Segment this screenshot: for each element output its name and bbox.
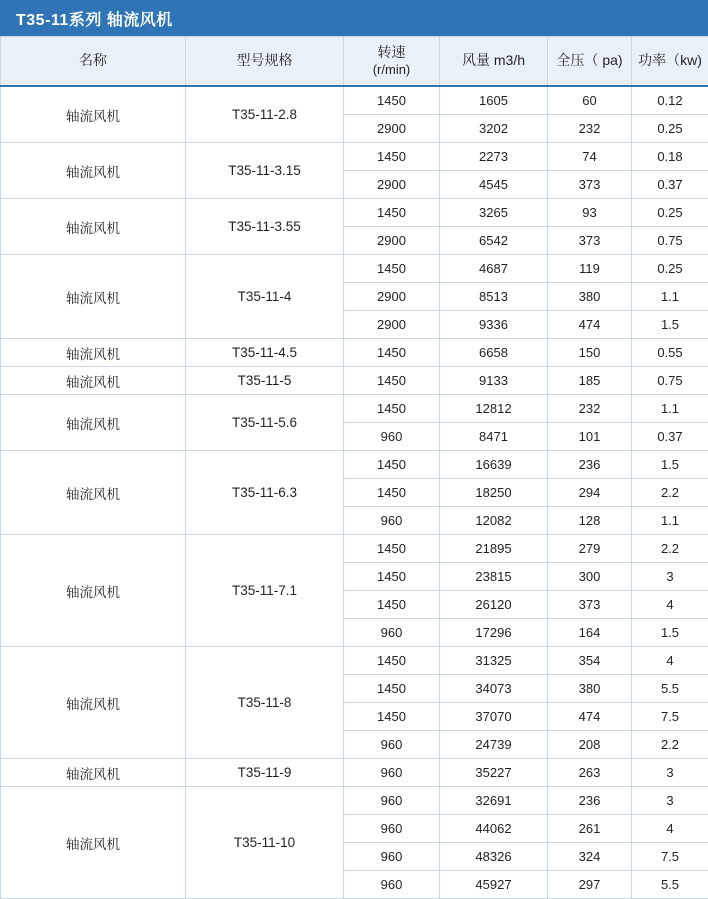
cell-flow: 44062 [440, 815, 548, 843]
column-header-name-label: 名称 [79, 52, 107, 68]
cell-power: 7.5 [632, 843, 708, 871]
cell-speed: 1450 [344, 479, 440, 507]
cell-product-name: 轴流风机 [1, 451, 186, 535]
cell-pressure: 373 [548, 591, 632, 619]
cell-power: 3 [632, 759, 708, 787]
cell-product-name: 轴流风机 [1, 143, 186, 199]
column-header-model [186, 37, 344, 87]
cell-pressure: 128 [548, 507, 632, 535]
cell-model: T35-11-8 [186, 647, 344, 759]
cell-power: 1.5 [632, 619, 708, 647]
cell-pressure: 101 [548, 423, 632, 451]
cell-pressure: 261 [548, 815, 632, 843]
cell-product-name: 轴流风机 [1, 787, 186, 899]
cell-pressure: 208 [548, 731, 632, 759]
cell-flow: 31325 [440, 647, 548, 675]
cell-pressure: 324 [548, 843, 632, 871]
cell-power: 4 [632, 647, 708, 675]
cell-power: 4 [632, 815, 708, 843]
cell-flow: 1605 [440, 86, 548, 115]
table-row [1, 451, 708, 479]
table-row [1, 535, 708, 563]
cell-power: 5.5 [632, 871, 708, 899]
cell-speed: 1450 [344, 199, 440, 227]
cell-model: T35-11-5.6 [186, 395, 344, 451]
cell-pressure: 236 [548, 451, 632, 479]
cell-power: 0.25 [632, 255, 708, 283]
cell-speed: 960 [344, 815, 440, 843]
cell-pressure: 354 [548, 647, 632, 675]
table-row [1, 367, 708, 395]
table-header [1, 37, 708, 87]
cell-pressure: 373 [548, 227, 632, 255]
table-row [1, 143, 708, 171]
cell-product-name: 轴流风机 [1, 367, 186, 395]
table-row [1, 199, 708, 227]
cell-pressure: 279 [548, 535, 632, 563]
cell-power: 2.2 [632, 479, 708, 507]
cell-model: T35-11-2.8 [186, 86, 344, 143]
cell-power: 0.75 [632, 227, 708, 255]
cell-pressure: 93 [548, 199, 632, 227]
cell-speed: 2900 [344, 227, 440, 255]
cell-product-name: 轴流风机 [1, 759, 186, 787]
cell-flow: 3265 [440, 199, 548, 227]
page-title-bar [0, 0, 708, 36]
cell-product-name: 轴流风机 [1, 339, 186, 367]
cell-speed: 1450 [344, 675, 440, 703]
cell-model: T35-11-3.55 [186, 199, 344, 255]
cell-speed: 1450 [344, 395, 440, 423]
cell-flow: 2273 [440, 143, 548, 171]
cell-flow: 8471 [440, 423, 548, 451]
cell-flow: 32691 [440, 787, 548, 815]
cell-pressure: 380 [548, 283, 632, 311]
cell-model: T35-11-10 [186, 787, 344, 899]
cell-flow: 35227 [440, 759, 548, 787]
cell-speed: 1450 [344, 703, 440, 731]
cell-speed: 1450 [344, 86, 440, 115]
cell-power: 7.5 [632, 703, 708, 731]
cell-model: T35-11-5 [186, 367, 344, 395]
cell-pressure: 232 [548, 115, 632, 143]
cell-speed: 960 [344, 619, 440, 647]
cell-power: 0.75 [632, 367, 708, 395]
cell-flow: 12082 [440, 507, 548, 535]
cell-power: 0.25 [632, 199, 708, 227]
cell-power: 3 [632, 787, 708, 815]
cell-speed: 1450 [344, 255, 440, 283]
cell-speed: 1450 [344, 563, 440, 591]
cell-product-name: 轴流风机 [1, 647, 186, 759]
cell-model: T35-11-9 [186, 759, 344, 787]
cell-power: 0.12 [632, 86, 708, 115]
column-header-flow [440, 37, 548, 87]
cell-power: 0.18 [632, 143, 708, 171]
cell-pressure: 74 [548, 143, 632, 171]
cell-speed: 960 [344, 507, 440, 535]
cell-flow: 18250 [440, 479, 548, 507]
cell-power: 1.1 [632, 507, 708, 535]
cell-power: 4 [632, 591, 708, 619]
table-row [1, 759, 708, 787]
cell-flow: 4687 [440, 255, 548, 283]
cell-power: 0.55 [632, 339, 708, 367]
cell-flow: 26120 [440, 591, 548, 619]
cell-speed: 1450 [344, 367, 440, 395]
cell-pressure: 236 [548, 787, 632, 815]
cell-pressure: 119 [548, 255, 632, 283]
cell-speed: 1450 [344, 143, 440, 171]
cell-speed: 960 [344, 843, 440, 871]
cell-power: 1.5 [632, 311, 708, 339]
cell-speed: 1450 [344, 591, 440, 619]
cell-product-name: 轴流风机 [1, 535, 186, 647]
table-header-row [1, 37, 708, 87]
cell-pressure: 263 [548, 759, 632, 787]
cell-speed: 960 [344, 871, 440, 899]
cell-pressure: 60 [548, 86, 632, 115]
cell-power: 1.1 [632, 395, 708, 423]
cell-speed: 960 [344, 423, 440, 451]
cell-power: 5.5 [632, 675, 708, 703]
cell-model: T35-11-7.1 [186, 535, 344, 647]
cell-model: T35-11-6.3 [186, 451, 344, 535]
column-header-model-label: 型号规格 [237, 52, 293, 68]
cell-product-name: 轴流风机 [1, 199, 186, 255]
cell-flow: 12812 [440, 395, 548, 423]
cell-pressure: 474 [548, 703, 632, 731]
table-row [1, 255, 708, 283]
column-header-pressure-label: 全压（ pa) [556, 52, 622, 68]
cell-pressure: 474 [548, 311, 632, 339]
cell-speed: 2900 [344, 311, 440, 339]
cell-pressure: 232 [548, 395, 632, 423]
table-row [1, 339, 708, 367]
cell-flow: 9336 [440, 311, 548, 339]
fan-spec-table [0, 36, 708, 899]
cell-pressure: 164 [548, 619, 632, 647]
cell-power: 2.2 [632, 535, 708, 563]
column-header-speed [344, 37, 440, 87]
cell-model: T35-11-4.5 [186, 339, 344, 367]
cell-speed: 960 [344, 731, 440, 759]
table-row [1, 86, 708, 115]
cell-flow: 37070 [440, 703, 548, 731]
cell-pressure: 300 [548, 563, 632, 591]
cell-flow: 21895 [440, 535, 548, 563]
column-header-flow-label: 风量 m3/h [462, 52, 525, 68]
cell-product-name: 轴流风机 [1, 86, 186, 143]
cell-flow: 23815 [440, 563, 548, 591]
cell-flow: 3202 [440, 115, 548, 143]
cell-speed: 1450 [344, 535, 440, 563]
column-header-speed-label: 转速 [378, 44, 406, 60]
table-row [1, 395, 708, 423]
cell-speed: 960 [344, 787, 440, 815]
cell-speed: 2900 [344, 171, 440, 199]
table-body [1, 86, 708, 899]
cell-speed: 2900 [344, 115, 440, 143]
cell-power: 3 [632, 563, 708, 591]
table-row [1, 647, 708, 675]
cell-pressure: 380 [548, 675, 632, 703]
cell-pressure: 185 [548, 367, 632, 395]
cell-pressure: 297 [548, 871, 632, 899]
cell-speed: 960 [344, 759, 440, 787]
cell-speed: 1450 [344, 647, 440, 675]
cell-product-name: 轴流风机 [1, 395, 186, 451]
column-header-pressure [548, 37, 632, 87]
cell-flow: 45927 [440, 871, 548, 899]
cell-flow: 4545 [440, 171, 548, 199]
table-row [1, 787, 708, 815]
cell-flow: 24739 [440, 731, 548, 759]
cell-model: T35-11-4 [186, 255, 344, 339]
cell-power: 0.37 [632, 171, 708, 199]
cell-flow: 6542 [440, 227, 548, 255]
cell-speed: 2900 [344, 283, 440, 311]
cell-model: T35-11-3.15 [186, 143, 344, 199]
cell-power: 0.25 [632, 115, 708, 143]
cell-power: 1.1 [632, 283, 708, 311]
cell-flow: 17296 [440, 619, 548, 647]
cell-flow: 8513 [440, 283, 548, 311]
cell-speed: 1450 [344, 339, 440, 367]
cell-power: 1.5 [632, 451, 708, 479]
cell-flow: 48326 [440, 843, 548, 871]
cell-speed: 1450 [344, 451, 440, 479]
cell-flow: 6658 [440, 339, 548, 367]
column-header-power-label: 功率（kw) [638, 52, 702, 68]
cell-flow: 16639 [440, 451, 548, 479]
cell-pressure: 294 [548, 479, 632, 507]
cell-pressure: 150 [548, 339, 632, 367]
cell-pressure: 373 [548, 171, 632, 199]
cell-power: 2.2 [632, 731, 708, 759]
cell-product-name: 轴流风机 [1, 255, 186, 339]
cell-power: 0.37 [632, 423, 708, 451]
column-header-speed-unit: (r/min) [345, 62, 438, 78]
column-header-name [1, 37, 186, 87]
column-header-power [632, 37, 708, 87]
cell-flow: 34073 [440, 675, 548, 703]
cell-flow: 9133 [440, 367, 548, 395]
page-title: T35-11系列 轴流风机 [16, 7, 173, 30]
